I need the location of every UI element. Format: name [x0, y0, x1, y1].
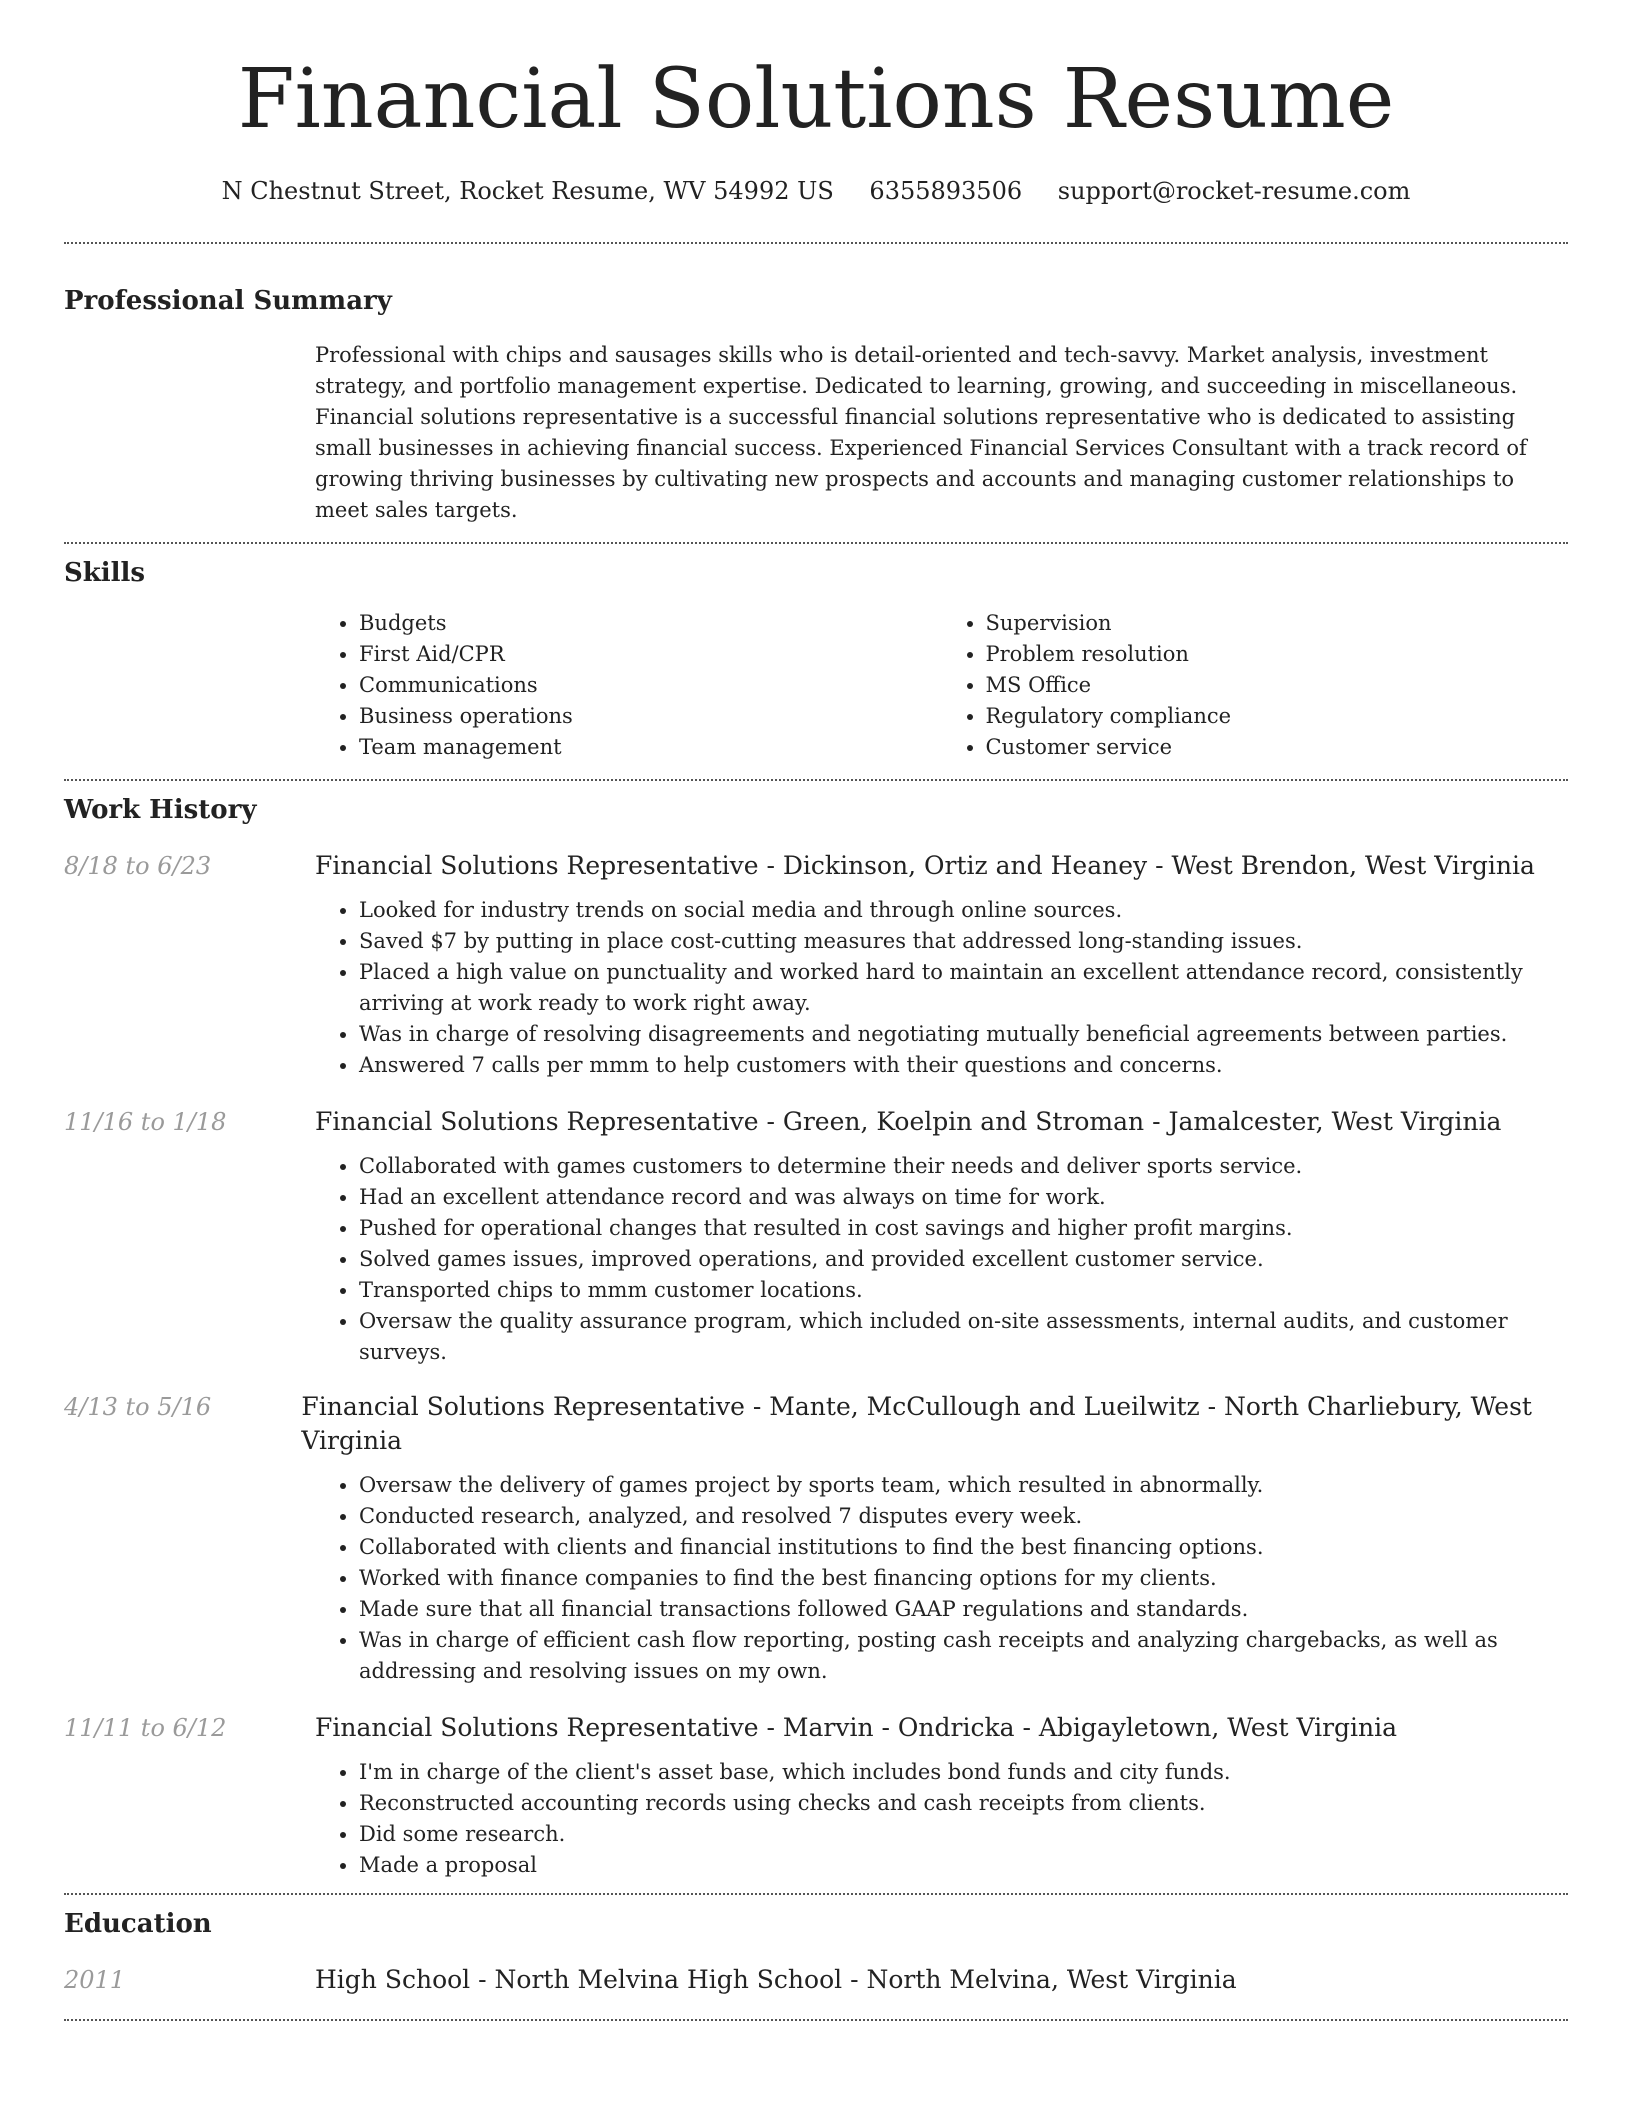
job-title: Financial Solutions Representative - Dickinson, Ortiz and Heaney - West Brendon, West Virginia — [315, 851, 1535, 880]
job-bullet: • Pushed for operational changes that resulted in cost savings and higher profit margins. — [359, 1213, 1568, 1244]
job-bullets — [315, 1470, 1568, 1687]
divider — [64, 2019, 1568, 2021]
job-bullet: • Had an excellent attendance record and was always on time for work. — [359, 1182, 1568, 1213]
resume-title: Financial Solutions Resume — [237, 52, 1395, 147]
skill-item: • Business operations — [359, 701, 942, 732]
job-bullet: • Placed a high value on punctuality and worked hard to maintain an excellent attendance record, consistently arriving at work ready to work right away. — [359, 957, 1568, 1019]
job-bullet: • Collaborated with clients and financial institutions to find the best financing options. — [359, 1532, 1568, 1563]
education-title: High School - North Melvina High School - North Melvina, West Virginia — [315, 1965, 1237, 1994]
contact-address: N Chestnut Street, Rocket Resume, WV 54992 US — [221, 177, 834, 205]
job-bullet: • Did some research. — [359, 1819, 1568, 1850]
job-dates: 11/11 to 6/12 — [64, 1714, 227, 1742]
skill-item: • Regulatory compliance — [986, 701, 1569, 732]
skill-item: • Supervision — [986, 608, 1569, 639]
job-bullet: • Collaborated with games customers to determine their needs and deliver sports service. — [359, 1151, 1568, 1182]
resume-page — [64, 0, 1568, 2021]
work-heading: Work History — [64, 795, 257, 825]
skill-item: • MS Office — [986, 670, 1569, 701]
skill-item: • First Aid/CPR — [359, 639, 942, 670]
job-bullets — [315, 1151, 1568, 1368]
job-bullet: • Was in charge of efficient cash flow reporting, posting cash receipts and analyzing chargebacks, as well as addressing and resolving issues on my own. — [359, 1625, 1568, 1687]
job-title: Financial Solutions Representative - Mante, McCullough and Lueilwitz - North Charliebury, West Virginia — [301, 1392, 1532, 1455]
job-bullet: • Solved games issues, improved operations, and provided excellent customer service. — [359, 1244, 1568, 1275]
contact-email: support@rocket-resume.com — [1057, 177, 1411, 205]
job-entry — [64, 849, 1568, 1081]
job-bullet: • Answered 7 calls per mmm to help customers with their questions and concerns. — [359, 1050, 1568, 1081]
education-entry — [64, 1963, 1568, 1997]
job-bullet: • Saved $7 by putting in place cost-cutting measures that addressed long-standing issues. — [359, 926, 1568, 957]
job-title: Financial Solutions Representative - Marvin - Ondricka - Abigayletown, West Virginia — [315, 1713, 1398, 1742]
job-entry — [64, 1105, 1568, 1368]
job-bullet: • Made sure that all financial transactions followed GAAP regulations and standards. — [359, 1594, 1568, 1625]
job-bullet: • Worked with finance companies to find the best financing options for my clients. — [359, 1563, 1568, 1594]
skills-column-left — [315, 608, 942, 763]
job-entry — [64, 1390, 1568, 1687]
job-bullet: • Looked for industry trends on social media and through online sources. — [359, 895, 1568, 926]
skill-item: • Budgets — [359, 608, 942, 639]
job-bullet: • Conducted research, analyzed, and resolved 7 disputes every week. — [359, 1501, 1568, 1532]
education-heading: Education — [64, 1909, 212, 1939]
divider — [64, 542, 1568, 544]
education-year: 2011 — [64, 1966, 126, 1994]
contact-line — [64, 174, 1568, 208]
job-dates: 11/16 to 1/18 — [64, 1108, 227, 1136]
job-bullet: • Transported chips to mmm customer locations. — [359, 1275, 1568, 1306]
job-title: Financial Solutions Representative - Green, Koelpin and Stroman - Jamalcester, West Virginia — [315, 1107, 1502, 1136]
job-bullet: • Oversaw the quality assurance program, which included on-site assessments, internal audits, and customer surveys. — [359, 1306, 1568, 1368]
skills-heading: Skills — [64, 558, 146, 588]
divider — [64, 242, 1568, 244]
job-bullet: • I'm in charge of the client's asset base, which includes bond funds and city funds. — [359, 1757, 1568, 1788]
job-bullet: • Oversaw the delivery of games project by sports team, which resulted in abnormally. — [359, 1470, 1568, 1501]
skills-list — [315, 608, 1568, 763]
divider — [64, 1893, 1568, 1895]
skill-item: • Team management — [359, 732, 942, 763]
summary-section — [315, 340, 1568, 526]
skill-item: • Customer service — [986, 732, 1569, 763]
job-bullet: • Made a proposal — [359, 1850, 1568, 1881]
skills-column-right — [942, 608, 1569, 763]
job-bullet: • Reconstructed accounting records using checks and cash receipts from clients. — [359, 1788, 1568, 1819]
job-bullets — [315, 1757, 1568, 1881]
skill-item: • Communications — [359, 670, 942, 701]
contact-phone: 6355893506 — [869, 177, 1023, 205]
job-entry — [64, 1711, 1568, 1881]
job-bullets — [315, 895, 1568, 1081]
summary-text: Professional with chips and sausages skills who is detail-oriented and tech-savvy. Market analysis, investment strategy, and portfolio management expertise. Dedicated to learning, growing, and succeeding in miscellaneous. Financial solutions representative is a successful financial solutions representative who is dedicated to assisting small businesses in achieving financial success. Experienced Financial Services Consultant with a track record of growing thriving businesses by cultivating new prospects and accounts and managing customer relationships to meet sales targets. — [315, 343, 1527, 522]
job-bullet: • Was in charge of resolving disagreements and negotiating mutually beneficial agreements between parties. — [359, 1019, 1568, 1050]
summary-heading: Professional Summary — [64, 286, 392, 316]
job-dates: 4/13 to 5/16 — [64, 1393, 212, 1421]
job-dates: 8/18 to 6/23 — [64, 852, 212, 880]
skill-item: • Problem resolution — [986, 639, 1569, 670]
divider — [64, 779, 1568, 781]
